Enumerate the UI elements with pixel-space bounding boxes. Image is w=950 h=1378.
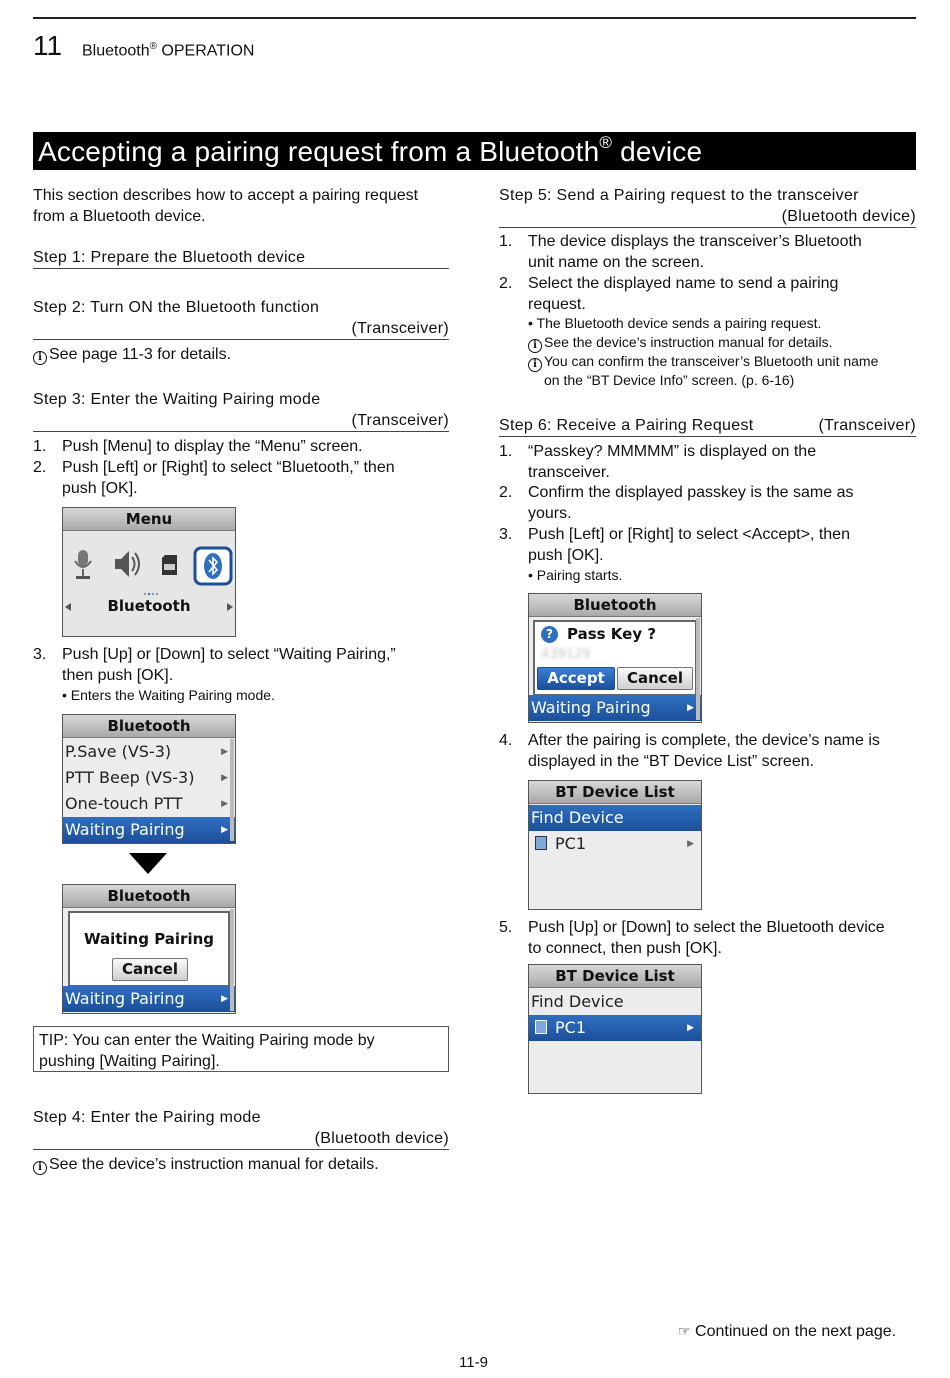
list-item-selected[interactable]: PC1 ▶: [529, 1015, 701, 1041]
bt-device-list-screen: [528, 780, 702, 910]
list-item[interactable]: One-touch PTT ▶: [65, 794, 228, 813]
dialog-text: Waiting Pairing: [83, 930, 215, 948]
menu-screen: [62, 507, 236, 637]
info-icon: i: [528, 339, 542, 353]
bluetooth-menu-screen: [62, 714, 236, 844]
cancel-button[interactable]: Cancel: [617, 667, 693, 690]
passkey-question: Pass Key ?: [567, 625, 657, 643]
accept-button[interactable]: Accept: [537, 667, 615, 690]
scrollbar: [230, 909, 234, 1011]
intro-text: This section describes how to accept a pairing request from a Bluetooth device.: [33, 187, 419, 225]
list-item[interactable]: PTT Beep (VS-3) ▶: [65, 768, 228, 787]
top-rule: [33, 17, 916, 19]
step1-heading: Step 1: Prepare the Bluetooth device: [33, 247, 449, 269]
step6-item-2: 2. Confirm the displayed passkey is the same as yours.: [499, 484, 854, 522]
step5-note-2: i You can confirm the transceiver’s Bluetooth unit name: [528, 352, 878, 372]
step6-item-5: 5. Push [Up] or [Down] to select the Bluetooth device to connect, then push [OK].: [499, 919, 885, 957]
question-icon: ?: [541, 626, 558, 643]
scrollbar: [230, 739, 234, 841]
microphone-icon: [75, 550, 91, 579]
chapter-number: 11: [33, 30, 63, 61]
waiting-pairing-screen: [62, 884, 236, 1014]
step5-note-2b: on the “BT Device Info” screen. (p. 6-16): [544, 372, 795, 388]
bt-device-list-screen: [528, 964, 702, 1094]
step6-heading: Step 6: Receive a Pairing Request (Transceiver): [499, 415, 916, 437]
list-item-selected[interactable]: Waiting Pairing ▶: [63, 986, 235, 1012]
info-icon: i: [528, 358, 542, 372]
step3-item-3: 3. Push [Up] or [Down] to select “Waiting Pairing,” then push [OK]. • Enters the Waiting Pairing mode.: [33, 646, 396, 703]
bluetooth-screen-title: Bluetooth: [63, 885, 235, 908]
tip-box: TIP: You can enter the Waiting Pairing mode by pushing [Waiting Pairing].: [33, 1026, 449, 1072]
passkey-value: 439129: [541, 647, 591, 662]
step6-item-3: 3. Push [Left] or [Right] to select <Accept>, then push [OK]. • Pairing starts.: [499, 526, 850, 583]
down-arrow-icon: [129, 853, 167, 874]
step5-heading: Step 5: Send a Pairing request to the transceiver (Bluetooth device): [499, 185, 916, 228]
page-number: 11-9: [459, 1354, 488, 1371]
chapter-title: Bluetooth® OPERATION: [82, 41, 255, 60]
list-item[interactable]: PC1 ▶: [529, 831, 701, 857]
step5-note-1: i See the device’s instruction manual for details.: [528, 333, 832, 353]
step5-item-2: 2. Select the displayed name to send a pairing request.: [499, 275, 839, 313]
menu-screen-label: Bluetooth: [107, 597, 191, 615]
waiting-dialog: [68, 911, 230, 987]
device-list-title: BT Device List: [529, 965, 701, 988]
step6-item-4: 4. After the pairing is complete, the device’s name is displayed in the “BT Device List” screen.: [499, 732, 880, 770]
sd-card-icon: [162, 555, 177, 575]
pointing-hand-icon: ☞: [678, 1323, 691, 1339]
menu-icons: [63, 531, 235, 637]
continued-note: ☞ Continued on the next page.: [678, 1323, 897, 1340]
step5-item-1: 1. The device displays the transceiver’s Bluetooth unit name on the screen.: [499, 233, 862, 271]
bluetooth-screen-title: Bluetooth: [63, 715, 235, 738]
step6-item-1: 1. “Passkey? MMMMM” is displayed on the transceiver.: [499, 443, 817, 481]
step2-heading: Step 2: Turn ON the Bluetooth function (Transceiver): [33, 297, 449, 340]
device-list-title: BT Device List: [529, 781, 701, 804]
section-banner: Accepting a pairing request from a Bluetooth® device: [33, 132, 916, 170]
bluetooth-icon: [195, 548, 231, 584]
step3-heading: Step 3: Enter the Waiting Pairing mode (Transceiver): [33, 389, 449, 432]
info-icon: i: [33, 351, 47, 365]
device-icon: [535, 836, 547, 850]
bluetooth-screen-title: Bluetooth: [529, 594, 701, 617]
list-item-selected[interactable]: Waiting Pairing ▶: [529, 695, 701, 721]
list-item-selected[interactable]: Waiting Pairing ▶: [63, 817, 235, 843]
cancel-button[interactable]: Cancel: [112, 958, 188, 981]
scrollbar: [696, 618, 700, 720]
step5-bullet: • The Bluetooth device sends a pairing request.: [528, 315, 822, 331]
speaker-icon: [115, 551, 139, 577]
info-icon: i: [33, 1161, 47, 1175]
menu-screen-title: Menu: [63, 508, 235, 531]
step4-heading: Step 4: Enter the Pairing mode (Bluetooth device): [33, 1107, 449, 1150]
list-item-selected[interactable]: Find Device: [529, 805, 701, 831]
device-icon: [535, 1020, 547, 1034]
passkey-dialog: [533, 620, 697, 696]
passkey-screen: [528, 593, 702, 723]
step2-note: i See page 11-3 for details.: [33, 344, 231, 365]
step4-note: i See the device’s instruction manual for details.: [33, 1154, 379, 1175]
list-item[interactable]: P.Save (VS-3) ▶: [65, 742, 228, 761]
list-item[interactable]: Find Device: [531, 992, 624, 1011]
step3-item-2: 2. Push [Left] or [Right] to select “Bluetooth,” then push [OK].: [33, 459, 395, 497]
